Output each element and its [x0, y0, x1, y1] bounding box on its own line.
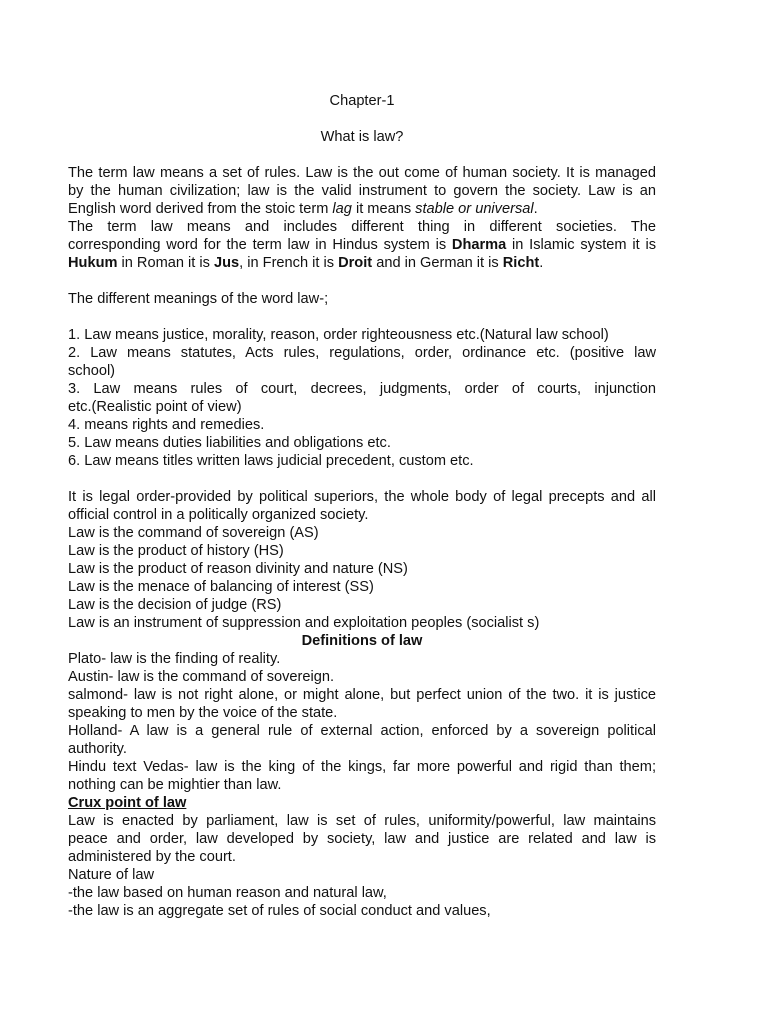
- chapter-heading: Chapter-1: [329, 93, 395, 109]
- legal-order-line-5: Law is the product of reason divinity and nature (NS): [68, 561, 408, 577]
- definition-plato: Plato- law is the finding of reality.: [68, 651, 281, 667]
- meaning-item-3-cont: etc.(Realistic point of view): [68, 399, 242, 415]
- italic-term-lag: lag: [332, 201, 352, 217]
- intro-text: .: [533, 201, 538, 217]
- definition-vedas-cont: nothing can be mightier than law.: [68, 777, 282, 793]
- intro-text: .: [539, 255, 544, 271]
- definition-holland: Holland- A law is a general rule of external action, enforced by a sovereign political: [68, 723, 656, 739]
- meaning-item-4: 4. means rights and remedies.: [68, 417, 265, 433]
- intro-line-6: [68, 254, 656, 272]
- bold-term-dharma: Dharma: [451, 237, 507, 253]
- bold-term-jus: Jus: [213, 255, 240, 271]
- legal-order-line-8: Law is an instrument of suppression and exploitation peoples (socialist s): [68, 615, 540, 631]
- meaning-item-2-cont: school): [68, 363, 116, 379]
- intro-line-5: [68, 236, 656, 254]
- intro-line-1: The term law means a set of rules. Law is the out come of human society. It is managed: [68, 165, 656, 181]
- meaning-item-2: 2. Law means statutes, Acts rules, regulations, order, ordinance etc. (positive law: [68, 345, 656, 361]
- nature-heading: Nature of law: [68, 867, 154, 883]
- meaning-item-5: 5. Law means duties liabilities and obligations etc.: [68, 435, 391, 451]
- definitions-heading: Definitions of law: [301, 633, 423, 649]
- legal-order-line-7: Law is the decision of judge (RS): [68, 597, 282, 613]
- bold-term-hukum: Hukum: [68, 255, 118, 271]
- definition-salmond-cont: speaking to men by the voice of the state.: [68, 705, 338, 721]
- definition-austin: Austin- law is the command of sovereign.: [68, 669, 335, 685]
- document-body: [68, 92, 656, 920]
- intro-text: in Islamic system it is: [506, 237, 656, 253]
- meaning-item-1: 1. Law means justice, morality, reason, order righteousness etc.(Natural law school): [68, 327, 609, 343]
- crux-line-2: peace and order, law developed by society, law and justice are related and law is: [68, 831, 656, 847]
- crux-heading: Crux point of law: [68, 795, 187, 811]
- page-title: What is law?: [320, 129, 404, 145]
- legal-order-line-2: official control in a politically organized society.: [68, 507, 369, 523]
- intro-line-4: The term law means and includes different thing in different societies. The: [68, 219, 656, 235]
- italic-term-stable: stable or universal: [415, 201, 534, 217]
- intro-text: in Roman it is: [117, 255, 214, 271]
- intro-text: , in French it is: [239, 255, 339, 271]
- definition-holland-cont: authority.: [68, 741, 127, 757]
- meanings-heading: The different meanings of the word law-;: [68, 291, 329, 307]
- bold-term-richt: Richt: [502, 255, 540, 271]
- intro-text: it means: [351, 201, 416, 217]
- intro-text: corresponding word for the term law in Hindus system is: [68, 237, 452, 253]
- nature-line-2: -the law is an aggregate set of rules of social conduct and values,: [68, 903, 491, 919]
- intro-text: and in German it is: [372, 255, 503, 271]
- meaning-item-3: 3. Law means rules of court, decrees, judgments, order of courts, injunction: [68, 381, 656, 397]
- crux-line-3: administered by the court.: [68, 849, 236, 865]
- definition-salmond: salmond- law is not right alone, or might alone, but perfect union of the two. it is justice: [68, 687, 656, 703]
- intro-line-3: [68, 200, 656, 218]
- intro-text: English word derived from the stoic term: [68, 201, 333, 217]
- legal-order-line-4: Law is the product of history (HS): [68, 543, 284, 559]
- crux-line-1: Law is enacted by parliament, law is set of rules, uniformity/powerful, law maintains: [68, 813, 656, 829]
- legal-order-line-3: Law is the command of sovereign (AS): [68, 525, 319, 541]
- nature-line-1: -the law based on human reason and natural law,: [68, 885, 387, 901]
- legal-order-line-6: Law is the menace of balancing of interest (SS): [68, 579, 374, 595]
- bold-term-droit: Droit: [338, 255, 373, 271]
- intro-line-2: by the human civilization; law is the valid instrument to govern the society. Law is an: [68, 183, 656, 199]
- definition-vedas: Hindu text Vedas- law is the king of the kings, far more powerful and rigid than them;: [68, 759, 656, 775]
- meaning-item-6: 6. Law means titles written laws judicial precedent, custom etc.: [68, 453, 474, 469]
- legal-order-line-1: It is legal order-provided by political superiors, the whole body of legal precepts and all: [68, 489, 656, 505]
